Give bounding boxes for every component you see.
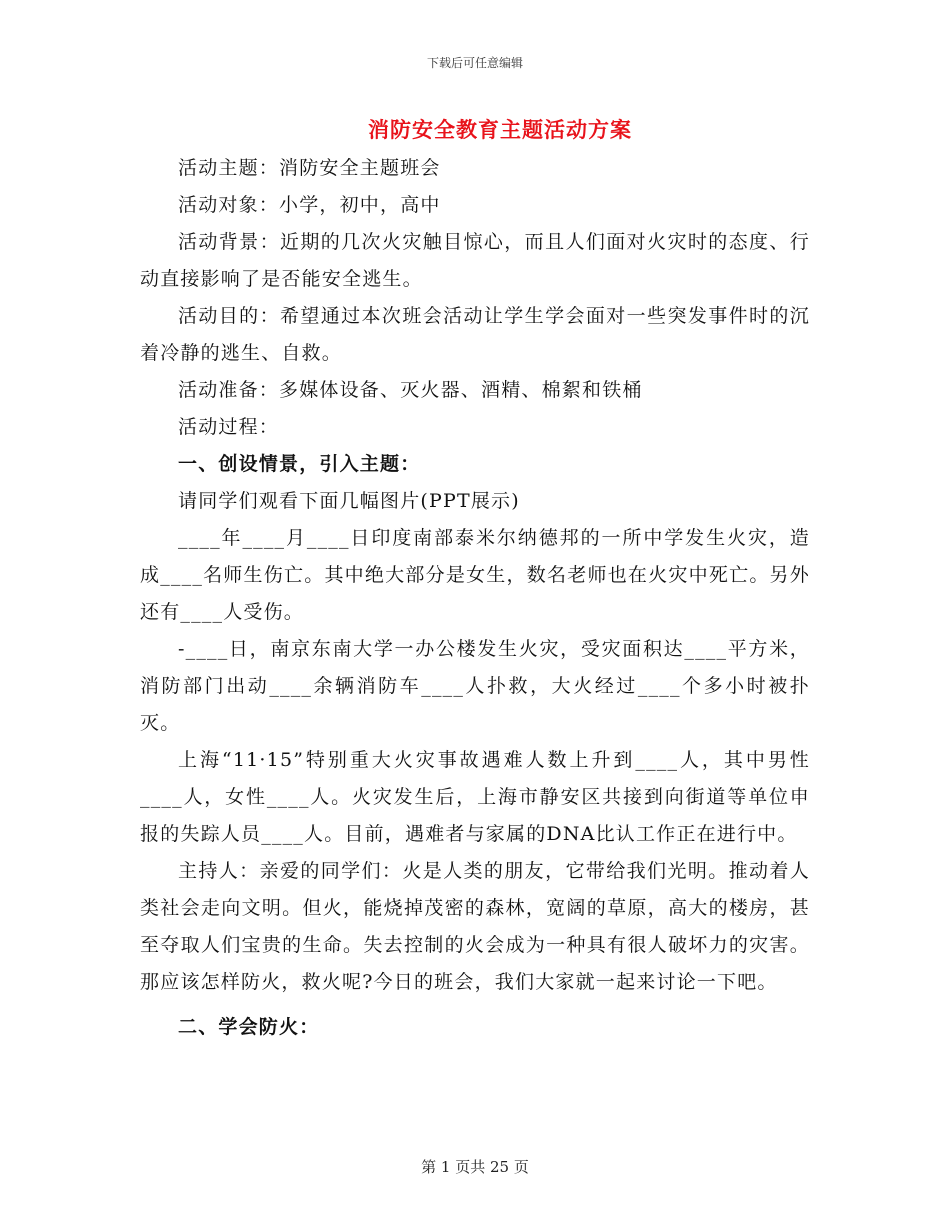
- section-heading-1: 一、创设情景，引入主题：: [178, 453, 421, 475]
- paragraph-activity-theme: 活动主题：消防安全主题班会: [178, 157, 441, 179]
- section-heading-2: 二、学会防火：: [178, 1016, 320, 1038]
- paragraph-india-fire: ____年____月____日印度南部泰米尔纳德邦的一所中学发生火灾，造成____名师生伤亡。其中绝大部分是女生，数名老师也在火灾中死亡。另外还有____人受伤。: [140, 527, 810, 623]
- paragraph-activity-preparation: 活动准备：多媒体设备、灭火器、酒精、棉絮和铁桶: [178, 379, 643, 401]
- paragraph-activity-process: 活动过程：: [178, 416, 280, 438]
- paragraph-activity-background: 活动背景：近期的几次火灾触目惊心，而且人们面对火灾时的态度、行动直接影响了是否能安全逃生。: [140, 231, 810, 290]
- paragraph-host-speech: 主持人：亲爱的同学们：火是人类的朋友，它带给我们光明。推动着人类社会走向文明。但火，能烧掉茂密的森林，宽阔的草原，高大的楼房，甚至夺取人们宝贵的生命。失去控制的火会成为一种具有很人破坏力的灾害。那应该怎样防火，救火呢?今日的班会，我们大家就一起来讨论一下吧。: [140, 860, 810, 993]
- document-title: 消防安全教育主题活动方案: [368, 117, 632, 142]
- document-body: [140, 150, 810, 1046]
- paragraph-nanjing-fire: -____日，南京东南大学一办公楼发生火灾，受灾面积达____平方米，消防部门出动____余辆消防车____人扑救，大火经过____个多小时被扑灭。: [140, 638, 810, 734]
- header-note: 下载后可任意编辑: [426, 56, 523, 70]
- paragraph-shanghai-fire: 上海“11·15”特别重大火灾事故遇难人数上升到____人，其中男性____人，女性____人。火灾发生后，上海市静安区共接到向街道等单位申报的失踪人员____人。目前，遇难者与家属的DNA比认工作正在进行中。: [140, 749, 810, 845]
- paragraph-activity-target: 活动对象：小学，初中，高中: [178, 194, 441, 216]
- paragraph-activity-goal: 活动目的：希望通过本次班会活动让学生学会面对一些突发事件时的沉着冷静的逃生、自救。: [140, 305, 810, 364]
- page-number-footer: 第 1 页共 25 页: [421, 1158, 529, 1176]
- paragraph-view-pictures: 请同学们观看下面几幅图片(PPT展示): [178, 490, 520, 512]
